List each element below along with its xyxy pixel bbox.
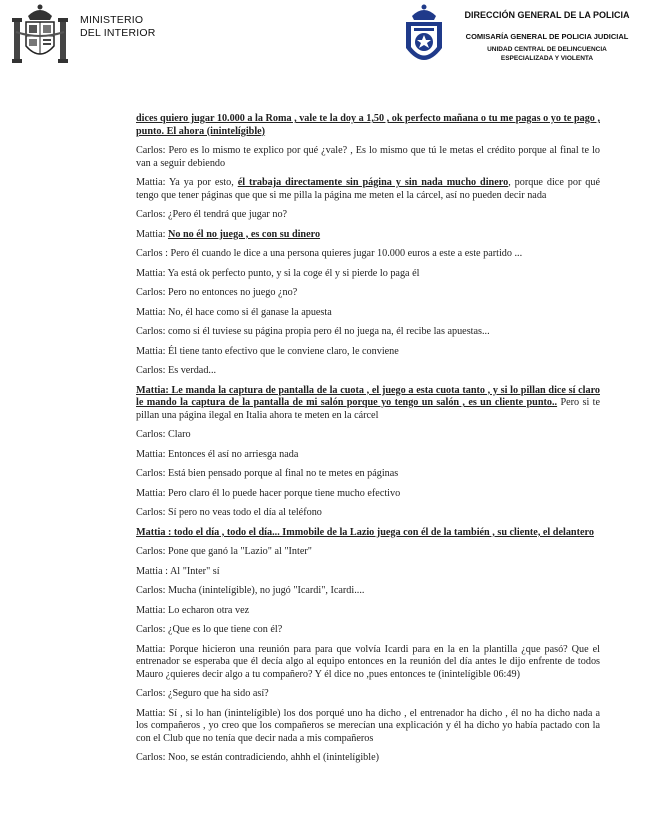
ministry-name: [80, 14, 156, 40]
agency-subtitle-2: [452, 45, 642, 63]
transcript-line: Mattia: Porque hicieron una reunión para para que volvía Icardi para en la en la plantilla ¿que pasó? Que el entrenador se esperaba que él decía algo al equipo entonces en la reunión del día antes le dijo enfrente de todos Mauro ¿quieres decir algo a tu compañero? Y él dice no ,pues entonces te (inintelígible 06:49): [136, 643, 600, 680]
transcript-line: Carlos: ¿Que es lo que tiene con él?: [136, 624, 283, 635]
transcript-line: [136, 177, 600, 202]
transcript-line: Mattia: Pero claro él lo puede hacer porque tiene mucho efectivo: [136, 487, 401, 499]
transcript-line: Mattia: Él tiene tanto efectivo que le conviene claro, le conviene: [136, 345, 399, 357]
transcript-line: [136, 385, 600, 423]
transcript-line: Carlos : Pero él cuando le dice a una persona quieres jugar 10.000 euros a este a este partido ...: [136, 248, 523, 259]
transcript-line: Mattia: No, él hace como si él ganase la apuesta: [136, 306, 332, 318]
document-header: [0, 0, 649, 90]
agency-subtitle-1: COMISARÍA GENERAL DE POLICIA JUDICIAL: [465, 32, 629, 41]
transcript-line: Carlos: Noo, se están contradiciendo, ahhh el (inintelígible): [136, 752, 380, 763]
ministry-line-1: MINISTERIO: [80, 14, 144, 26]
highlighted-text: No no él no juega , es con su dinero: [167, 228, 321, 240]
transcript-line: Carlos: Pero es lo mismo te explico por qué ¿vale? , Es lo mismo que tú le metas el crédito porque al final te lo van a seguir debiendo: [136, 145, 600, 169]
ministry-line-2: DEL INTERIOR: [80, 27, 156, 39]
coat-of-arms-icon: [10, 2, 70, 68]
line-text: Pero si te pillan una página ilegal en Italia ahora te meten en la cárcel: [136, 397, 600, 421]
transcript-line: Mattia : todo el día , todo el día... Immobile de la Lazio juega con él de la también , su cliente, el delantero: [136, 526, 594, 538]
transcript-line: Carlos: ¿Seguro que ha sido así?: [136, 688, 269, 699]
transcript-line: Carlos: como si él tuviese su página propia pero él no juega na, él recibe las apuestas...: [136, 326, 490, 337]
transcript-line: Mattia: Ya está ok perfecto punto, y si la coge él y si pierde lo paga él: [136, 267, 420, 279]
transcript-line: Carlos: ¿Pero él tendrá que jugar no?: [136, 209, 288, 220]
transcript-line: dices quiero jugar 10.000 a la Roma , vale te la doy a 1,50 , ok perfecto mañana o tu me pagas o yo te pago , punto. El ahora (inintelígible): [136, 113, 600, 137]
transcript-line: Mattia: Lo echaron otra vez: [136, 604, 250, 616]
line-text: Mattia: Ya ya por esto,: [136, 177, 238, 188]
transcript-line: Carlos: Pone que ganó la "Lazio" al "Inter": [136, 546, 312, 557]
transcript-line: Carlos: Mucha (inintelígible), no jugó "Icardi", Icardi....: [136, 585, 365, 596]
transcript-line: Mattia : Al "Inter" sí: [136, 565, 220, 577]
transcript-line: Carlos: Pero no entonces no juego ¿no?: [136, 287, 298, 298]
line-text: , porque dice por qué tengo que tener páginas que que si me pilla la página me meten el la cárcel, así no pueden decir nada: [136, 177, 601, 201]
transcript-line: Carlos: Está bien pensado porque al final no te metes en páginas: [136, 468, 399, 479]
agency-block: [452, 10, 642, 63]
transcript-line: Carlos: Claro: [136, 429, 191, 440]
transcript-line: [136, 229, 600, 242]
agency-title: DIRECCIÓN GENERAL DE LA POLICIA: [464, 10, 630, 20]
police-badge-icon: [402, 2, 446, 72]
transcript-line: Mattia: Entonces él así no arriesga nada: [136, 448, 299, 460]
agency-subtitle-2-line-1: UNIDAD CENTRAL DE DELINCUENCIA: [487, 46, 607, 53]
transcript-line: Carlos: Sí pero no veas todo el día al teléfono: [136, 507, 322, 518]
highlighted-text: Mattia: Le manda la captura de pantalla de la cuota , el juego a esta cuota tanto , y si lo pillan dice sí claro le mando la captura de la pantalla de mi salón porque yo tengo un salón , es un cliente punto..: [136, 384, 600, 408]
highlighted-text: él trabaja directamente sin página y sin nada mucho dinero: [237, 177, 509, 188]
transcript: [136, 113, 600, 772]
agency-subtitle-2-line-2: ESPECIALIZADA Y VIOLENTA: [500, 55, 594, 62]
transcript-line: Mattia: Sí , si lo han (inintelígible) los dos porqué uno ha dicho , el entrenador ha dicho , él no ha dicho nada a los compañeros , yo creo que los compañeros se merecían una explicación y él ha dicho yo había pactado con la con el Club que no tenía que decir nada a mis compañeros: [136, 707, 600, 744]
transcript-line: Carlos: Es verdad...: [136, 365, 217, 376]
line-text: Mattia:: [136, 228, 168, 240]
